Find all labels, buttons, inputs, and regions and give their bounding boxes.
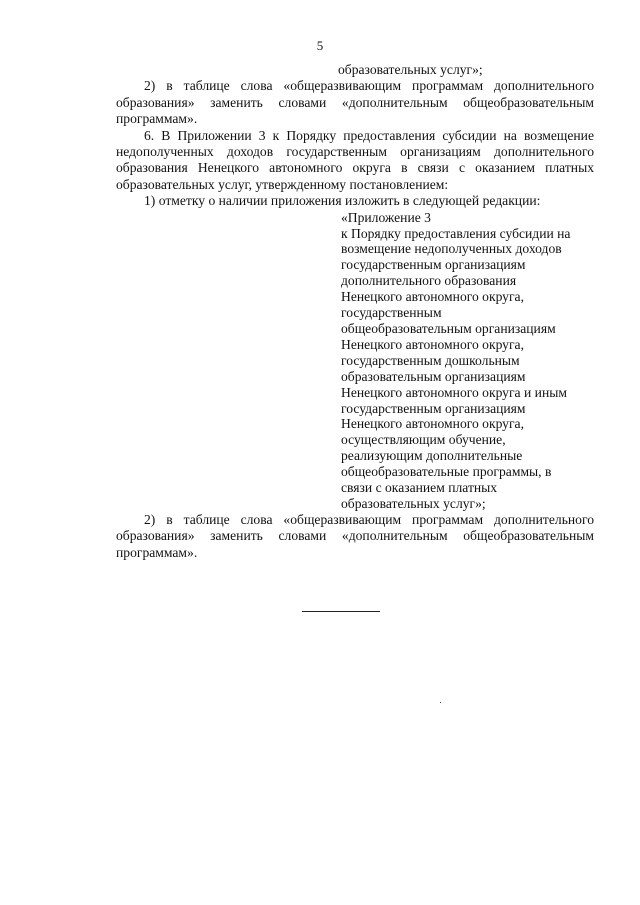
appendix-line: Ненецкого автономного округа, [341,416,524,432]
appendix-line: Ненецкого автономного округа, [341,289,524,305]
appendix-line: осуществляющим обучение, [341,432,506,448]
paragraph-item-2-first: 2) в таблице слова «общеразвивающим программам дополнительного образования» заменить словами «дополнительным общеобразовательным программам». [116,78,594,127]
end-divider [302,611,380,612]
appendix-line: «Приложение 3 [341,209,431,225]
document-body [116,62,594,561]
paragraph-item-6: 6. В Приложении 3 к Порядку предоставления субсидии на возмещение недополученных доходов государственным организациям дополнительного образования Ненецкого автономного округа в связи с оказанием платных образовательных услуг, утвержденному постановлением: [116,127,594,192]
appendix-line: государственным дошкольным [341,352,520,368]
appendix-line: образовательных услуг»; [341,495,486,511]
appendix-line: возмещение недополученных доходов [341,241,562,257]
appendix-line: связи с оказанием платных [341,480,498,496]
appendix-line: государственным организациям [341,400,526,416]
appendix-line: общеобразовательные программы, в [341,464,552,480]
appendix-line: дополнительного образования [341,273,517,289]
appendix-line: Ненецкого автономного округа и иным [341,384,567,400]
paragraph-item-1: 1) отметку о наличии приложения изложить в следующей редакции: [144,193,541,209]
appendix-line: государственным организациям [341,257,526,273]
continued-line: образовательных услуг»; [338,62,483,77]
paragraph-item-2-second: 2) в таблице слова «общеразвивающим программам дополнительного образования» заменить словами «дополнительным общеобразовательным программам». [116,511,594,560]
appendix-line: Ненецкого автономного округа, [341,336,524,352]
appendix-line: к Порядку предоставления субсидии на [341,225,571,241]
appendix-heading-block [341,210,594,512]
appendix-line: образовательным организациям [341,368,526,384]
appendix-line: реализующим дополнительные [341,448,523,464]
scan-speck [440,702,441,703]
appendix-line: общеобразовательным организациям [341,321,556,336]
appendix-line: государственным [341,305,442,321]
page-number: 5 [316,38,324,53]
